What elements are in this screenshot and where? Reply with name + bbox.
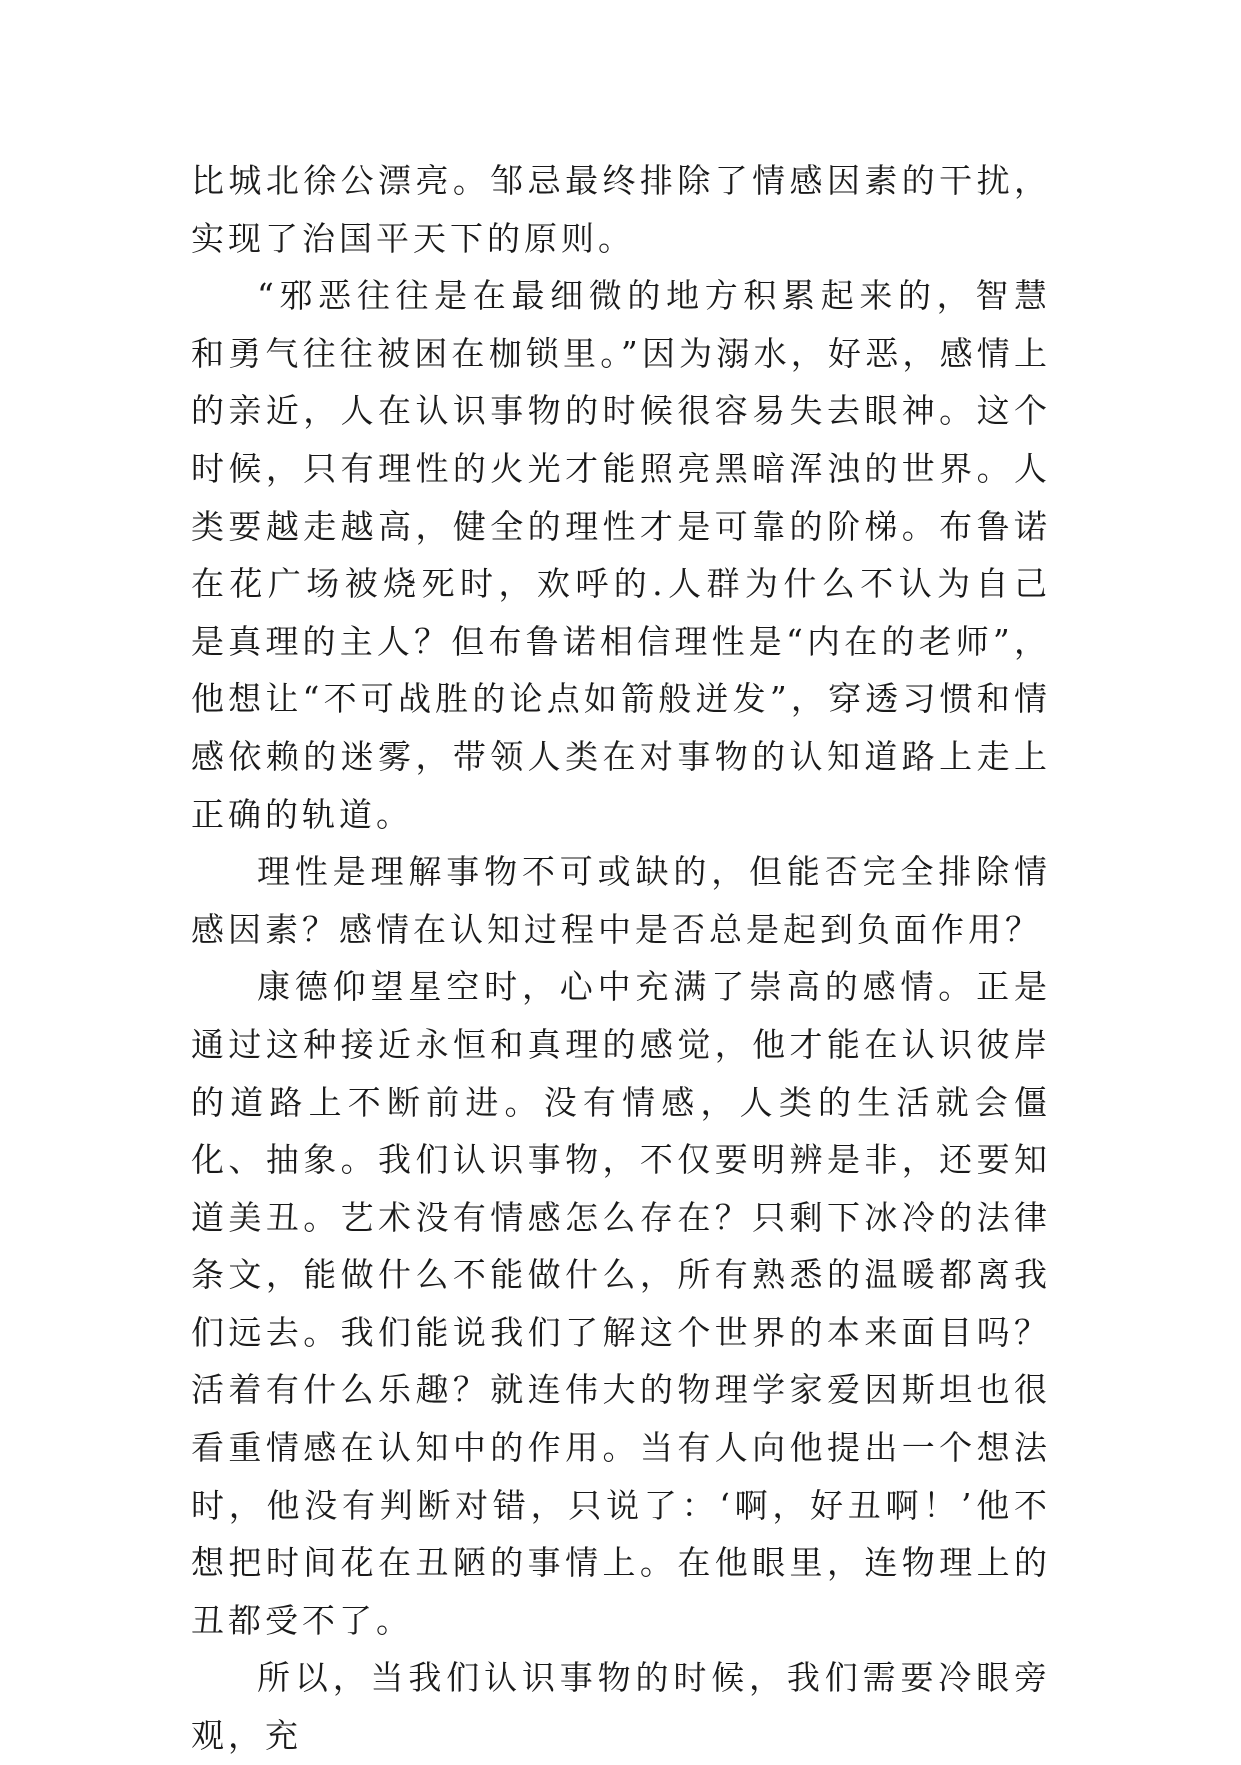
paragraph-2: “邪恶往往是在最细微的地方积累起来的，智慧和勇气往往被困在枷锁里。”因为溺水，好恶，感情上的亲近，人在认识事物的时候很容易失去眼神。这个时候，只有理性的火光才能照亮黑暗浑浊的世界。人类要越走越高，健全的理性才是可靠的阶梯。布鲁诺在花广场被烧死时，欢呼的.人群为什么不认为自己是真理的主人？但布鲁诺相信理性是“内在的老师”，他想让“不可战胜的论点如箭般迸发”，穿透习惯和情感依赖的迷雾，带领人类在对事物的认知道路上走上正确的轨道。 [191,276,1051,834]
document-body [191,152,1051,1765]
paragraph-5: 所以，当我们认识事物的时候，我们需要冷眼旁观，充 [191,1658,1051,1756]
paragraph-1: 比城北徐公漂亮。邹忌最终排除了情感因素的干扰，实现了治国平天下的原则。 [191,161,1051,258]
paragraph-4: 康德仰望星空时，心中充满了崇高的感情。正是通过这种接近永恒和真理的感觉，他才能在认识彼岸的道路上不断前进。没有情感，人类的生活就会僵化、抽象。我们认识事物，不仅要明辨是非，还要知道美丑。艺术没有情感怎么存在？只剩下冰冷的法律条文，能做什么不能做什么，所有熟悉的温暖都离我们远去。我们能说我们了解这个世界的本来面目吗？活着有什么乐趣？就连伟大的物理学家爱因斯坦也很看重情感在认知中的作用。当有人向他提出一个想法时，他没有判断对错，只说了：‘啊，好丑啊！’他不想把时间花在丑陋的事情上。在他眼里，连物理上的丑都受不了。 [191,967,1051,1640]
paragraph-3: 理性是理解事物不可或缺的，但能否完全排除情感因素？感情在认知过程中是否总是起到负面作用？ [191,852,1051,949]
